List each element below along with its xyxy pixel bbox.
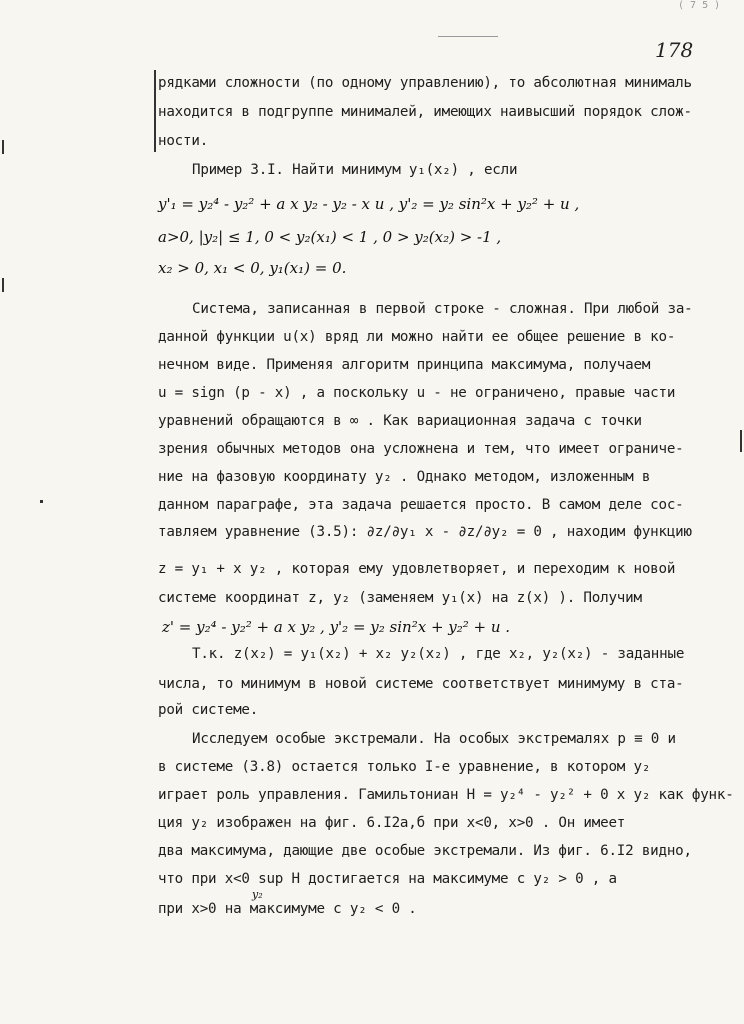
text-line: системе координат z, y₂ (заменяем y₁(x) на z(x) ). Получим bbox=[158, 590, 642, 606]
corner-note: ( 7 5 ) bbox=[678, 0, 721, 11]
text-line: зрения обычных методов она усложнена и тем, что имеет ограниче- bbox=[158, 441, 684, 457]
scan-mark bbox=[2, 140, 4, 154]
text-line: играет роль управления. Гамильтониан H = y₂⁴ - y₂² + 0 x y₂ как функ- bbox=[158, 787, 734, 803]
formula-line: y'₁ = y₂⁴ - y₂² + a x y₂ - y₂ - x u , y'₂ = y₂ sin²x + y₂² + u , bbox=[158, 195, 580, 213]
text-line: z = y₁ + x y₂ , которая ему удовлетворяет, и переходим к новой bbox=[158, 561, 676, 577]
margin-bar bbox=[154, 70, 156, 152]
text-line: тавляем уравнение (3.5): ∂z/∂y₁ x - ∂z/∂y₂ = 0 , находим функцию bbox=[158, 524, 692, 540]
text-line: уравнений обращаются в ∞ . Как вариационная задача с точки bbox=[158, 413, 642, 429]
text-line: данной функции u(x) вряд ли можно найти ее общее решение в ко- bbox=[158, 329, 676, 345]
text-line: рой системе. bbox=[158, 702, 259, 718]
text-line: u = sign (p - x) , а поскольку u - не ограничено, правые части bbox=[158, 385, 676, 401]
text-line: находится в подгруппе минималей, имеющих наивысший порядок слож- bbox=[158, 104, 692, 120]
formula-line: a>0, |y₂| ≤ 1, 0 < y₂(x₁) < 1 , 0 > y₂(x₂) > -1 , bbox=[158, 228, 502, 246]
text-line: числа, то минимум в новой системе соответствует минимуму в ста- bbox=[158, 676, 684, 692]
text-line: данном параграфе, эта задача решается просто. В самом деле сос- bbox=[158, 497, 684, 513]
text-line: Исследуем особые экстремали. На особых экстремалях p ≡ 0 и bbox=[192, 731, 676, 747]
page-number: 178 bbox=[655, 38, 694, 62]
text-line: при x>0 на максимуме c y₂ < 0 . bbox=[158, 901, 417, 917]
sup-subscript: y₂ bbox=[252, 888, 263, 901]
scan-mark bbox=[40, 500, 43, 503]
scan-mark bbox=[438, 36, 498, 37]
text-line: Т.к. z(x₂) = y₁(x₂) + x₂ y₂(x₂) , где x₂, y₂(x₂) - заданные bbox=[192, 646, 685, 662]
text-line: ние на фазовую координату y₂ . Однако методом, изложенным в bbox=[158, 469, 651, 485]
text-line: два максимума, дающие две особые экстремали. Из фиг. 6.I2 видно, bbox=[158, 843, 692, 859]
scan-mark bbox=[740, 430, 742, 452]
text-line: что при x<0 sup H достигается на максимуме c y₂ > 0 , а bbox=[158, 871, 617, 887]
scan-mark bbox=[2, 278, 4, 292]
formula-line: x₂ > 0, x₁ < 0, y₁(x₁) = 0. bbox=[158, 259, 347, 277]
formula-line: z' = y₂⁴ - y₂² + a x y₂ , y'₂ = y₂ sin²x + y₂² + u . bbox=[162, 618, 511, 636]
text-line: ция y₂ изображен на фиг. 6.I2а,б при x<0, x>0 . Он имеет bbox=[158, 815, 626, 831]
text-line: нечном виде. Применяя алгоритм принципа максимума, получаем bbox=[158, 357, 651, 373]
text-line: в системе (3.8) остается только I-е уравнение, в котором y₂ bbox=[158, 759, 651, 775]
text-line: ности. bbox=[158, 133, 209, 149]
text-line: Система, записанная в первой строке - сложная. При любой за- bbox=[192, 301, 693, 317]
text-line: рядками сложности (по одному управлению), то абсолютная минималь bbox=[158, 75, 692, 91]
example-heading: Пример 3.I. Найти минимум y₁(x₂) , если bbox=[192, 162, 518, 178]
